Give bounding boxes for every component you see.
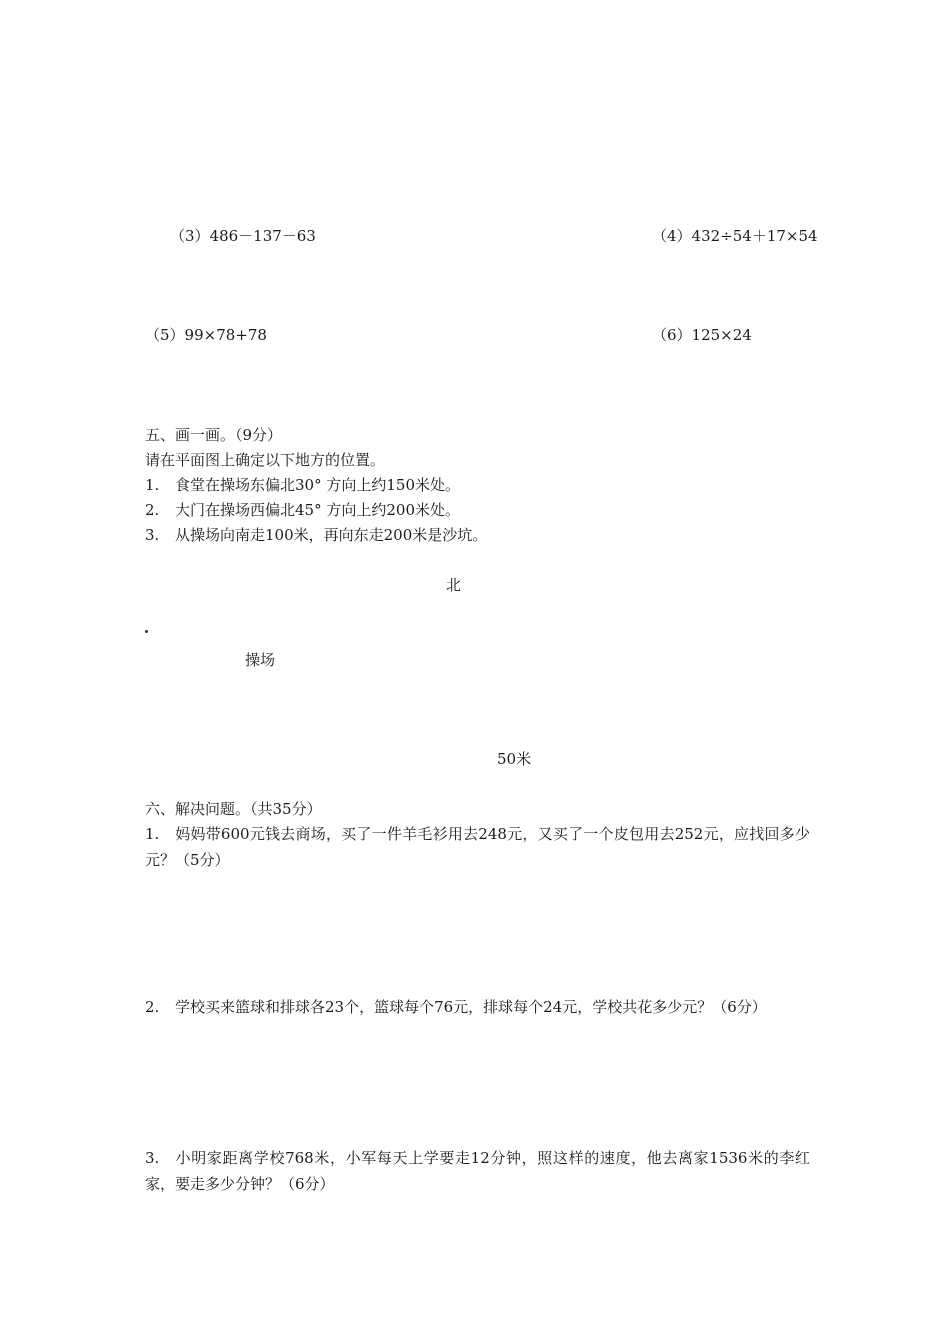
problem-text: 学校买来篮球和排球各23个，篮球每个76元，排球每个24元，学校共花多少元？（6分） (175, 998, 767, 1016)
calc-problem-3: （3）486－137－63 (170, 227, 316, 245)
item-number: 2. (145, 501, 160, 519)
section5-item (145, 528, 487, 543)
item-number: 3. (145, 526, 160, 544)
map-north-label: 北 (446, 576, 462, 594)
problem-text: 妈妈带600元钱去商场，买了一件羊毛衫用去248元，又买了一个皮包用去252元，应找回多少元？（5分） (145, 825, 810, 869)
section6-heading: 六、解决问题。（共35分） (145, 800, 322, 818)
calc-problem-4: （4）432÷54＋17×54 (652, 227, 818, 245)
problem-item (145, 821, 810, 873)
section5-heading: 五、画一画。（9分） (145, 426, 283, 444)
map-scale-label: 50米 (497, 750, 532, 768)
map-point-marker (145, 630, 148, 633)
section5-intro: 请在平面图上确定以下地方的位置。 (145, 451, 386, 469)
problem-number: 2. (145, 998, 160, 1016)
item-text: 食堂在操场东偏北30° 方向上约150米处。 (175, 476, 460, 494)
problem-item (145, 1145, 810, 1197)
calc-problem-5: （5）99×78+78 (145, 326, 267, 344)
calc-problem-6: （6）125×24 (652, 326, 752, 344)
item-text: 大门在操场西偏北45° 方向上约200米处。 (175, 501, 460, 519)
problem-item (145, 994, 810, 1020)
problem-text: 小明家距离学校768米，小军每天上学要走12分钟，照这样的速度，他去离家1536米的李红家，要走多少分钟？（6分） (145, 1149, 810, 1193)
section5-item (145, 503, 460, 518)
map-playground-label: 操场 (245, 651, 276, 669)
item-text: 从操场向南走100米，再向东走200米是沙坑。 (175, 526, 488, 544)
problem-number: 3. (145, 1149, 160, 1167)
problem-number: 1. (145, 825, 160, 843)
item-number: 1. (145, 476, 160, 494)
section5-item (145, 478, 460, 493)
